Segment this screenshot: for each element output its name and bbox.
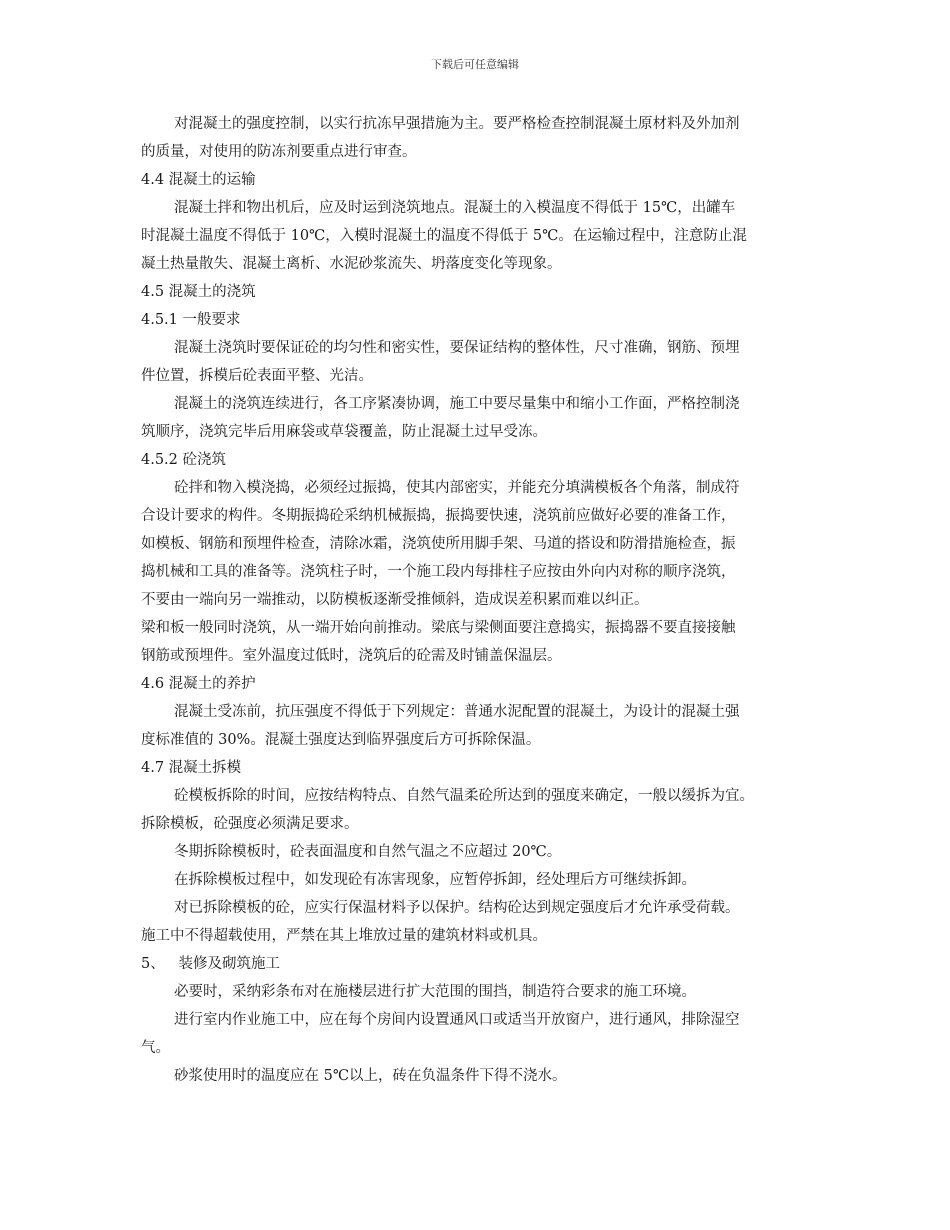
paragraph-line: 砼模板拆除的时间，应按结构特点、自然气温柔砼所达到的强度来确定，一般以缓拆为宜。: [174, 788, 754, 804]
paragraph-line: 对混凝土的强度控制，以实行抗冻早强措施为主。要严格检查控制混凝土原材料及外加剂: [174, 116, 740, 132]
section-heading: 4.4 混凝土的运输: [141, 172, 256, 188]
paragraph-line: 混凝土拌和物出机后，应及时运到浇筑地点。混凝土的入模温度不得低于 15℃，出罐车: [174, 200, 736, 216]
subsection-heading: 4.5.1 一般要求: [141, 312, 241, 328]
page-header: 下载后可任意编辑: [431, 58, 519, 71]
section-heading: 4.7 混凝土拆模: [141, 760, 242, 776]
paragraph-line: 的质量，对使用的防冻剂要重点进行审查。: [141, 144, 417, 160]
paragraph-line: 进行室内作业施工中，应在每个房间内设置通风口或适当开放窗户，进行通风，排除湿空: [174, 1012, 740, 1028]
paragraph-line: 冬期拆除模板时，砼表面温度和自然气温之不应超过 20℃。: [174, 844, 562, 860]
paragraph-line: 捣机械和工具的准备等。浇筑柱子时，一个施工段内每排柱子应按由外向内对称的顺序浇筑，: [141, 564, 736, 580]
subsection-heading: 4.5.2 砼浇筑: [141, 452, 227, 468]
paragraph-line: 如模板、钢筋和预埋件检查，清除冰霜，浇筑使所用脚手架、马道的搭设和防滑措施检查，振: [141, 536, 736, 552]
paragraph-line: 砂浆使用时的温度应在 5℃以上，砖在负温条件下得不浇水。: [174, 1068, 567, 1084]
paragraph-line: 混凝土受冻前，抗压强度不得低于下列规定：普通水泥配置的混凝土，为设计的混凝土强: [174, 704, 740, 720]
paragraph-line: 钢筋或预埋件。室外温度过低时，浇筑后的砼需及时铺盖保温层。: [141, 648, 562, 664]
paragraph-line: 件位置，拆模后砼表面平整、光洁。: [141, 368, 373, 384]
paragraph-line: 砼拌和物入模浇捣，必须经过振捣，使其内部密实，并能充分填满模板各个角落，制成符: [174, 480, 740, 496]
paragraph-line: 气。: [141, 1040, 170, 1056]
paragraph-line: 凝土热量散失、混凝土离析、水泥砂浆流失、坍落度变化等现象。: [141, 256, 562, 272]
paragraph-line: 在拆除模板过程中，如发现砼有冻害现象，应暂停拆卸，经处理后方可继续拆卸。: [174, 872, 696, 888]
paragraph-line: 度标准值的 30%。混凝土强度达到临界强度后方可拆除保温。: [141, 732, 541, 748]
paragraph-line: 混凝土的浇筑连续进行，各工序紧凑协调，施工中要尽量集中和缩小工作面，严格控制浇: [174, 396, 740, 412]
paragraph-line: 混凝土浇筑时要保证砼的均匀性和密实性，要保证结构的整体性，尺寸准确，钢筋、预埋: [174, 340, 740, 356]
paragraph-line: 合设计要求的构件。冬期振捣砼采纳机械振捣，振捣要快速，浇筑前应做好必要的准备工作，: [141, 508, 736, 524]
section-heading: 4.5 混凝土的浇筑: [141, 284, 256, 300]
paragraph-line: 时混凝土温度不得低于 10℃，入模时混凝土的温度不得低于 5℃。在运输过程中，注意防止混: [141, 228, 747, 244]
section-heading: 5、 装修及砌筑施工: [141, 956, 281, 972]
paragraph-line: 梁和板一般同时浇筑，从一端开始向前推动。梁底与梁侧面要注意捣实，振捣器不要直接接触: [141, 620, 736, 636]
paragraph-line: 筑顺序，浇筑完毕后用麻袋或草袋覆盖，防止混凝土过早受冻。: [141, 424, 547, 440]
document-body: [141, 110, 821, 1090]
section-heading: 4.6 混凝土的养护: [141, 676, 256, 692]
paragraph-line: 必要时，采纳彩条布对在施楼层进行扩大范围的围挡，制造符合要求的施工环境。: [174, 984, 696, 1000]
paragraph-line: 不要由一端向另一端推动，以防模板逐渐受推倾斜，造成误差积累而难以纠正。: [141, 592, 649, 608]
paragraph-line: 施工中不得超载使用，严禁在其上堆放过量的建筑材料或机具。: [141, 928, 547, 944]
paragraph-line: 对已拆除模板的砼，应实行保温材料予以保护。结构砼达到规定强度后才允许承受荷载。: [174, 900, 740, 916]
paragraph-line: 拆除模板，砼强度必须满足要求。: [141, 816, 359, 832]
